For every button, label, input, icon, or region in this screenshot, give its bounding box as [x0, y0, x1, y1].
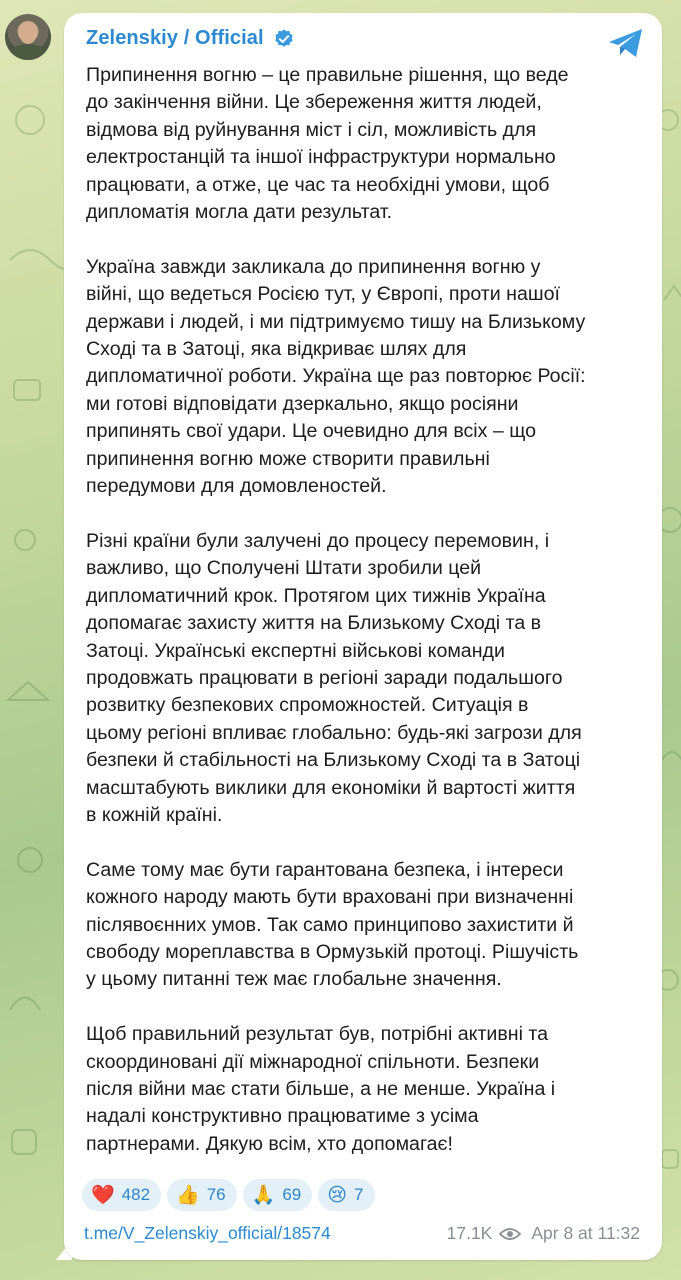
message-meta — [447, 1223, 640, 1244]
message-text — [86, 62, 646, 1158]
reaction-count: 69 — [282, 1185, 302, 1204]
eye-icon — [499, 1227, 521, 1241]
reactions-bar — [82, 1179, 375, 1211]
message-bubble — [64, 13, 662, 1260]
message-paragraph: Щоб правильний результат був, потрібні активні та скоординовані дії міжнародної спільноти. Безпеки після війни має стати більше, а не менше. Україна і надалі конструктивно працюватиме з усіма партнерами. Дякую всім, хто допомагає! — [86, 1023, 556, 1155]
message-paragraph: Україна завжди закликала до припинення вогню у війні, що ведеться Росією тут, у Європі, проти нашої держави і людей, і ми підтримуємо тишу на Близькому Сході та в Затоці, яка відкриває шлях для дипломатичної роботи. Україна ще раз повторює Росії: ми готові відповідати дзеркально, якщо росіяни припинять свої удари. Це очевидно для всіх – що припинення вогню може створити правильні передумови для домовленостей. — [86, 255, 586, 498]
message-paragraph: Припинення вогню – це правильне рішення, що веде до закінчення війни. Це збереження життя людей, відмова від руйнування міст і сіл, можливість для електростанцій та іншої інфраструктури нормально працювати, а отже, це час та необхідні умови, щоб дипломатія могла дати результат. — [86, 64, 569, 224]
crying-face-icon: 😢 — [327, 1184, 348, 1206]
message-header — [86, 27, 295, 50]
avatar-face — [19, 22, 37, 44]
channel-name[interactable]: Zelenskiy / Official — [86, 27, 264, 49]
reaction-folded-hands[interactable] — [243, 1179, 313, 1211]
heart-icon: ❤️ — [91, 1184, 115, 1206]
reaction-crying-face[interactable] — [318, 1179, 374, 1211]
telegram-share-icon[interactable] — [606, 25, 646, 61]
folded-hands-icon: 🙏 — [251, 1184, 276, 1206]
message-paragraph: Різні країни були залучені до процесу перемовин, і важливо, що Сполучені Штати зробили цей дипломатичний крок. Протягом цих тижнів Україна допомагає захисту життя на Близькому Сході та в Затоці. Українські експертні військові команди продовжать працювати в регіоні заради подальшого розвитку безпекових спроможностей. Ситуація в цьому регіоні впливає глобально: будь-які загрози для безпеки й стабільності на Близькому Сході та в Затоці масштабують виклики для економіки й вартості життя в кожній країні. — [86, 529, 582, 826]
message-paragraph: Саме тому має бути гарантована безпека, і інтереси кожного народу мають бути враховані при визначенні післявоєнних умов. Так само принципово захистити й свободу мореплавства в Ормузькій протоці. Рішучість у цьому питанні теж має глобальне значення. — [86, 858, 579, 991]
message-timestamp: Apr 8 at 11:32 — [531, 1223, 640, 1243]
message-link[interactable]: t.me/V_Zelenskiy_official/18574 — [84, 1223, 331, 1243]
view-count: 17.1K — [446, 1223, 493, 1243]
verified-badge-icon — [273, 28, 295, 50]
reaction-count: 76 — [206, 1185, 226, 1204]
thumbs-up-icon: 👍 — [176, 1184, 200, 1206]
channel-avatar[interactable] — [5, 14, 51, 60]
reaction-count: 482 — [121, 1185, 151, 1204]
reaction-thumbs-up[interactable] — [167, 1179, 237, 1211]
reaction-count: 7 — [354, 1185, 364, 1204]
avatar-shirt — [9, 44, 47, 60]
reaction-heart[interactable] — [82, 1179, 161, 1211]
